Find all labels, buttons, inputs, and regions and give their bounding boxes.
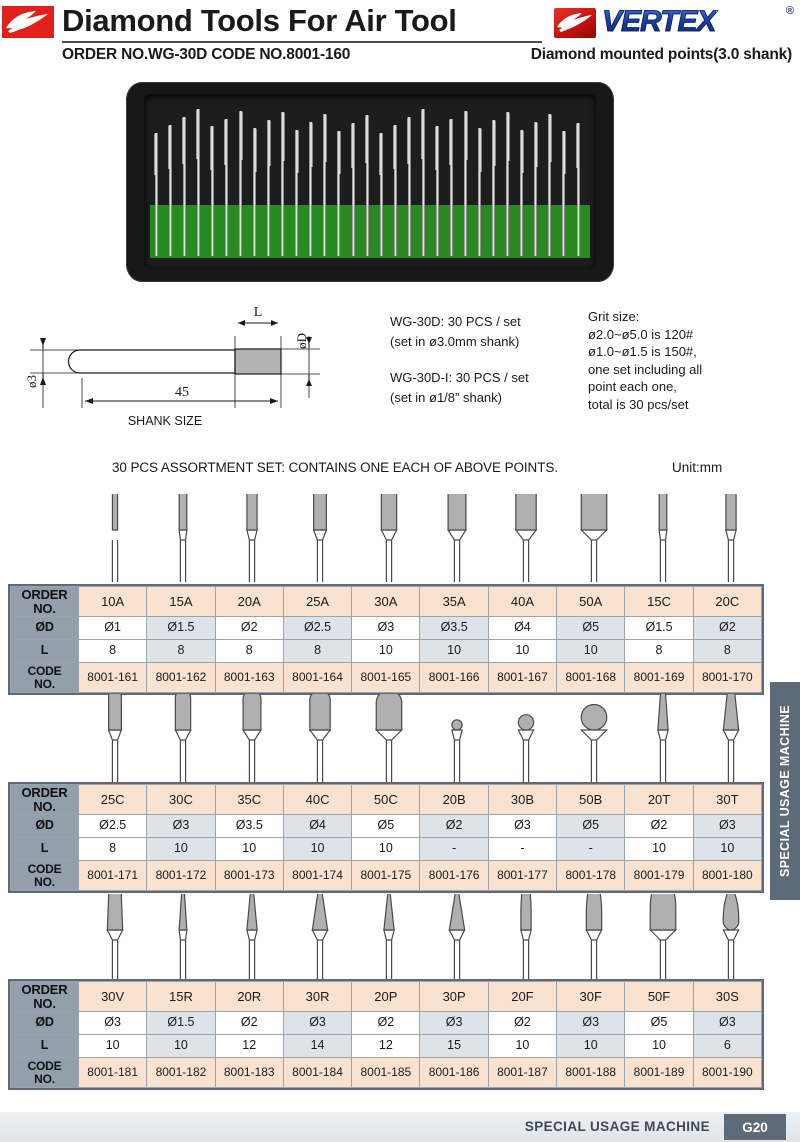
grit-line-1: Grit size: xyxy=(588,309,640,324)
tool-shape-50f xyxy=(625,894,700,982)
unit-note: Unit:mm xyxy=(672,460,723,475)
cell-order-no-30p: 30P xyxy=(420,982,488,1012)
cell-code-no-20a: 8001-163 xyxy=(215,663,283,693)
spec-set-a-line2: (set in ø3.0mm shank) xyxy=(390,334,520,349)
diamond-bit xyxy=(309,122,312,256)
cell-od-20t: Ø2 xyxy=(625,815,693,838)
tool-shape-20a xyxy=(214,494,289,582)
case-interior xyxy=(144,94,596,268)
diamond-bit xyxy=(520,130,523,256)
cell-od-20c: Ø2 xyxy=(693,617,761,640)
diamond-bit xyxy=(295,130,298,256)
cell-od-30b: Ø3 xyxy=(488,815,556,838)
cell-code-no-20r: 8001-183 xyxy=(215,1058,283,1088)
grit-line-3: ø1.0~ø1.5 is 150#, xyxy=(588,344,697,359)
table-row-od xyxy=(11,617,762,640)
bit-tip xyxy=(351,123,355,168)
tool-shape-10a xyxy=(77,494,152,582)
vertex-brand-logo xyxy=(554,4,794,42)
cell-l-30f: 10 xyxy=(557,1035,625,1058)
tool-shape-15r xyxy=(146,894,221,982)
bit-tip xyxy=(323,114,327,162)
shape-row-1 xyxy=(10,494,762,582)
diamond-bit xyxy=(323,114,326,256)
cell-order-no-35c: 35C xyxy=(215,785,283,815)
bit-tip xyxy=(576,123,580,168)
cell-l-50f: 10 xyxy=(625,1035,693,1058)
cell-code-no-30t: 8001-180 xyxy=(693,861,761,891)
bit-tip xyxy=(182,117,186,164)
row-label-order-no: ORDER NO. xyxy=(21,981,68,1011)
row-label-order-no: ORDER NO. xyxy=(21,586,68,616)
tool-shape-15a xyxy=(146,494,221,582)
cell-od-30a: Ø3 xyxy=(352,617,420,640)
cell-od-20p: Ø2 xyxy=(352,1012,420,1035)
bit-tip xyxy=(548,114,552,162)
row-header-cell xyxy=(11,1058,79,1088)
spec-set-b xyxy=(390,368,529,408)
diamond-bit xyxy=(577,123,580,256)
cell-code-no-15r: 8001-182 xyxy=(147,1058,215,1088)
tool-shape-50a xyxy=(557,494,632,582)
bit-tip xyxy=(337,131,341,173)
cell-order-no-25c: 25C xyxy=(79,785,147,815)
cell-od-25a: Ø2.5 xyxy=(283,617,351,640)
table-row-l xyxy=(11,838,762,861)
diamond-bit xyxy=(478,128,481,256)
row-header-cell xyxy=(11,1012,79,1035)
bit-tip xyxy=(168,125,172,170)
bit-tip xyxy=(365,115,369,163)
cell-l-50a: 10 xyxy=(557,640,625,663)
diamond-bit xyxy=(394,125,397,256)
cell-l-25a: 8 xyxy=(283,640,351,663)
dim-label-shank-dia: ø3 xyxy=(24,375,39,388)
page-title: Diamond Tools For Air Tool xyxy=(62,3,457,38)
cell-od-50f: Ø5 xyxy=(625,1012,693,1035)
tool-shape-30t xyxy=(694,694,769,782)
cell-order-no-50c: 50C xyxy=(352,785,420,815)
diamond-bit xyxy=(211,126,214,256)
cell-l-20b: - xyxy=(420,838,488,861)
tool-shape-20t xyxy=(625,694,700,782)
assortment-note: 30 PCS ASSORTMENT SET: CONTAINS ONE EACH OF ABOVE POINTS. xyxy=(112,460,558,475)
cell-od-35c: Ø3.5 xyxy=(215,815,283,838)
table-row-od xyxy=(11,1012,762,1035)
cell-l-20c: 8 xyxy=(693,640,761,663)
table-row-code-no xyxy=(11,861,762,891)
cell-od-25c: Ø2.5 xyxy=(79,815,147,838)
cell-l-35c: 10 xyxy=(215,838,283,861)
cell-l-15r: 10 xyxy=(147,1035,215,1058)
tool-shape-20b xyxy=(420,694,495,782)
bit-tip xyxy=(407,117,411,164)
cell-od-30v: Ø3 xyxy=(79,1012,147,1035)
dim-label-OD: øD xyxy=(294,333,309,349)
tool-shape-30f xyxy=(557,894,632,982)
row-header-cell xyxy=(11,640,79,663)
tool-shape-30v xyxy=(77,894,152,982)
cell-code-no-30a: 8001-165 xyxy=(352,663,420,693)
cell-od-40a: Ø4 xyxy=(488,617,556,640)
cell-l-40a: 10 xyxy=(488,640,556,663)
diamond-bit xyxy=(169,125,172,256)
order-code-line: ORDER NO.WG-30D CODE NO.8001-160 xyxy=(62,46,351,63)
cell-order-no-20c: 20C xyxy=(693,587,761,617)
tool-shape-50b xyxy=(557,694,632,782)
tool-shape-25a xyxy=(283,494,358,582)
tool-shape-20r xyxy=(214,894,289,982)
bit-tip xyxy=(295,130,299,173)
cell-code-no-20b: 8001-176 xyxy=(420,861,488,891)
diamond-bit xyxy=(183,117,186,256)
spec-table-1 xyxy=(10,586,762,693)
cell-order-no-15a: 15A xyxy=(147,587,215,617)
cell-code-no-40c: 8001-174 xyxy=(283,861,351,891)
bit-tip xyxy=(421,109,425,159)
cell-od-30f: Ø3 xyxy=(557,1012,625,1035)
tool-shape-30p xyxy=(420,894,495,982)
diamond-bit xyxy=(352,123,355,256)
diamond-bit xyxy=(534,122,537,256)
cell-od-30p: Ø3 xyxy=(420,1012,488,1035)
bit-tip xyxy=(309,122,313,168)
cell-order-no-20b: 20B xyxy=(420,785,488,815)
table-row-l xyxy=(11,1035,762,1058)
bit-tip xyxy=(196,109,200,159)
cell-od-15c: Ø1.5 xyxy=(625,617,693,640)
cell-l-20r: 12 xyxy=(215,1035,283,1058)
cell-od-30c: Ø3 xyxy=(147,815,215,838)
row-label-l: L xyxy=(40,643,49,658)
tool-shape-30s xyxy=(694,894,769,982)
diamond-bit xyxy=(548,114,551,256)
cell-order-no-15r: 15R xyxy=(147,982,215,1012)
cell-code-no-30c: 8001-172 xyxy=(147,861,215,891)
cell-l-10a: 8 xyxy=(79,640,147,663)
tool-shape-20p xyxy=(351,894,426,982)
row-header-cell xyxy=(11,785,79,815)
tool-shape-30r xyxy=(283,894,358,982)
cell-order-no-15c: 15C xyxy=(625,587,693,617)
side-tab-special-usage-machine xyxy=(770,682,800,900)
spec-set-a-line1: WG-30D: 30 PCS / set xyxy=(390,314,521,329)
table-row-od xyxy=(11,815,762,838)
tool-shape-35a xyxy=(420,494,495,582)
cell-od-50c: Ø5 xyxy=(352,815,420,838)
diamond-bit xyxy=(422,109,425,256)
diamond-bit xyxy=(492,120,495,256)
cell-code-no-20c: 8001-170 xyxy=(693,663,761,693)
row-header-cell xyxy=(11,815,79,838)
bit-tip xyxy=(210,126,214,170)
spec-table-3 xyxy=(10,981,762,1088)
tool-shape-20c xyxy=(694,494,769,582)
row-header-cell xyxy=(11,587,79,617)
tool-shape-40c xyxy=(283,694,358,782)
bit-tip xyxy=(435,126,439,170)
dim-label-L: L xyxy=(253,305,263,320)
row-header-cell xyxy=(11,663,79,693)
table-row-code-no xyxy=(11,663,762,693)
cell-od-20f: Ø2 xyxy=(488,1012,556,1035)
cell-order-no-20p: 20P xyxy=(352,982,420,1012)
row-label-od: ØD xyxy=(35,818,54,833)
tool-shape-30b xyxy=(488,694,563,782)
diamond-bit xyxy=(337,131,340,256)
grit-line-4: one set including all xyxy=(588,361,703,377)
tool-shape-30a xyxy=(351,494,426,582)
eagle-logo-icon xyxy=(2,6,54,38)
page-number-badge: G20 xyxy=(724,1114,786,1140)
tool-shape-25c xyxy=(77,694,152,782)
cell-order-no-30c: 30C xyxy=(147,785,215,815)
tool-shape-30c xyxy=(146,694,221,782)
dim-label-length: 45 xyxy=(175,385,189,400)
cell-l-30v: 10 xyxy=(79,1035,147,1058)
diamond-bit xyxy=(239,111,242,256)
cell-code-no-30s: 8001-190 xyxy=(693,1058,761,1088)
cell-code-no-50b: 8001-178 xyxy=(557,861,625,891)
cell-l-50b: - xyxy=(557,838,625,861)
row-label-od: ØD xyxy=(35,1015,54,1030)
cell-order-no-20a: 20A xyxy=(215,587,283,617)
diamond-bit xyxy=(562,131,565,256)
cell-od-35a: Ø3.5 xyxy=(420,617,488,640)
diamond-bit xyxy=(281,112,284,256)
bit-tip xyxy=(239,111,243,160)
diamond-bit xyxy=(450,119,453,256)
cell-l-20f: 10 xyxy=(488,1035,556,1058)
vertex-wordmark: VERTEX xyxy=(602,5,716,38)
table-row-code-no xyxy=(11,1058,762,1088)
cell-order-no-30f: 30F xyxy=(557,982,625,1012)
row-label-l: L xyxy=(40,1038,49,1053)
spec-set-a xyxy=(390,312,521,352)
cell-l-20t: 10 xyxy=(625,838,693,861)
diamond-bit xyxy=(197,109,200,256)
bit-tip xyxy=(154,133,158,175)
product-photo xyxy=(122,78,618,286)
cell-order-no-30t: 30T xyxy=(693,785,761,815)
cell-l-30p: 15 xyxy=(420,1035,488,1058)
cell-order-no-35a: 35A xyxy=(420,587,488,617)
spec-table-2 xyxy=(10,784,762,891)
row-label-l: L xyxy=(40,841,49,856)
diamond-bit xyxy=(267,120,270,256)
cell-od-15a: Ø1.5 xyxy=(147,617,215,640)
cell-l-30a: 10 xyxy=(352,640,420,663)
row-header-cell xyxy=(11,838,79,861)
table-row-order-no xyxy=(11,587,762,617)
header-subtitle: Diamond mounted points(3.0 shank) xyxy=(530,46,792,63)
cell-order-no-30a: 30A xyxy=(352,587,420,617)
cell-order-no-30r: 30R xyxy=(283,982,351,1012)
footer-section-label: SPECIAL USAGE MACHINE xyxy=(524,1119,710,1134)
row-header-cell xyxy=(11,982,79,1012)
shape-row-2 xyxy=(10,694,762,782)
row-label-od: ØD xyxy=(35,620,54,635)
cell-od-20a: Ø2 xyxy=(215,617,283,640)
cell-od-20r: Ø2 xyxy=(215,1012,283,1035)
cell-code-no-35c: 8001-173 xyxy=(215,861,283,891)
cell-order-no-30s: 30S xyxy=(693,982,761,1012)
bit-tip xyxy=(393,125,397,170)
cell-code-no-30v: 8001-181 xyxy=(79,1058,147,1088)
cell-code-no-25c: 8001-171 xyxy=(79,861,147,891)
cell-l-30s: 6 xyxy=(693,1035,761,1058)
diamond-bit xyxy=(436,126,439,256)
cell-l-20a: 8 xyxy=(215,640,283,663)
grit-line-6: total is 30 pcs/set xyxy=(588,396,689,412)
cell-order-no-40a: 40A xyxy=(488,587,556,617)
tool-shape-35c xyxy=(214,694,289,782)
table-row-order-no xyxy=(11,785,762,815)
spec-set-b-line1: WG-30D-I: 30 PCS / set xyxy=(390,370,529,385)
cell-order-no-25a: 25A xyxy=(283,587,351,617)
bit-tip xyxy=(449,119,453,166)
cell-order-no-10a: 10A xyxy=(79,587,147,617)
cell-order-no-30v: 30V xyxy=(79,982,147,1012)
table-row-l xyxy=(11,640,762,663)
cell-l-30t: 10 xyxy=(693,838,761,861)
bit-tip xyxy=(478,128,482,172)
cell-code-no-30r: 8001-184 xyxy=(283,1058,351,1088)
cell-code-no-50f: 8001-189 xyxy=(625,1058,693,1088)
cell-order-no-50a: 50A xyxy=(557,587,625,617)
cell-od-30s: Ø3 xyxy=(693,1012,761,1035)
vertex-eagle-icon xyxy=(554,8,596,38)
bit-tip xyxy=(534,122,538,168)
cell-code-no-40a: 8001-167 xyxy=(488,663,556,693)
diamond-bit xyxy=(366,115,369,256)
row-header-cell xyxy=(11,1035,79,1058)
bit-tip xyxy=(379,133,383,175)
cell-code-no-15c: 8001-169 xyxy=(625,663,693,693)
cell-od-15r: Ø1.5 xyxy=(147,1012,215,1035)
tool-shape-40a xyxy=(488,494,563,582)
cell-od-30r: Ø3 xyxy=(283,1012,351,1035)
row-header-cell xyxy=(11,617,79,640)
diamond-bit xyxy=(253,128,256,256)
cell-l-30b: - xyxy=(488,838,556,861)
cell-l-25c: 8 xyxy=(79,838,147,861)
spec-set-b-line2: (set in ø1/8” shank) xyxy=(390,390,502,405)
cell-l-15c: 8 xyxy=(625,640,693,663)
tool-shape-20f xyxy=(488,894,563,982)
cell-l-15a: 8 xyxy=(147,640,215,663)
cell-code-no-20p: 8001-185 xyxy=(352,1058,420,1088)
bit-tip xyxy=(281,112,285,161)
cell-order-no-20r: 20R xyxy=(215,982,283,1012)
cell-code-no-35a: 8001-166 xyxy=(420,663,488,693)
grit-line-2: ø2.0~ø5.0 is 120# xyxy=(588,326,694,342)
diamond-bit xyxy=(380,133,383,256)
bit-tip xyxy=(562,131,566,173)
cell-od-50a: Ø5 xyxy=(557,617,625,640)
diamond-bit xyxy=(464,111,467,256)
row-label-code-no: CODE NO. xyxy=(27,1058,62,1086)
diamond-bit xyxy=(408,117,411,256)
cell-order-no-50b: 50B xyxy=(557,785,625,815)
row-header-cell xyxy=(11,861,79,891)
cell-order-no-30b: 30B xyxy=(488,785,556,815)
cell-od-50b: Ø5 xyxy=(557,815,625,838)
cell-od-30t: Ø3 xyxy=(693,815,761,838)
cell-code-no-25a: 8001-164 xyxy=(283,663,351,693)
cell-od-20b: Ø2 xyxy=(420,815,488,838)
page-header xyxy=(0,0,800,68)
table-row-order-no xyxy=(11,982,762,1012)
page-footer xyxy=(0,1112,800,1142)
diamond-bit xyxy=(506,112,509,256)
bit-tip xyxy=(267,120,271,166)
cell-l-20p: 12 xyxy=(352,1035,420,1058)
cell-order-no-20t: 20T xyxy=(625,785,693,815)
diamond-bit xyxy=(155,133,158,256)
bit-tip xyxy=(464,111,468,160)
grit-line-5: point each one, xyxy=(588,379,677,394)
drawing-caption: SHANK SIZE xyxy=(127,414,203,428)
cell-l-35a: 10 xyxy=(420,640,488,663)
cell-code-no-10a: 8001-161 xyxy=(79,663,147,693)
shape-row-3 xyxy=(10,894,762,982)
bit-tip xyxy=(224,119,228,166)
cell-l-30r: 14 xyxy=(283,1035,351,1058)
cell-code-no-50a: 8001-168 xyxy=(557,663,625,693)
cell-code-no-30p: 8001-186 xyxy=(420,1058,488,1088)
cell-od-10a: Ø1 xyxy=(79,617,147,640)
cell-code-no-30b: 8001-177 xyxy=(488,861,556,891)
diamond-bits-array xyxy=(152,100,588,258)
row-label-code-no: CODE NO. xyxy=(27,663,62,691)
registered-mark: ® xyxy=(785,5,794,17)
cell-code-no-20f: 8001-187 xyxy=(488,1058,556,1088)
cell-order-no-50f: 50F xyxy=(625,982,693,1012)
bit-tip xyxy=(520,130,524,173)
cell-order-no-40c: 40C xyxy=(283,785,351,815)
grit-size-note xyxy=(588,308,702,413)
storage-case xyxy=(126,82,614,282)
cell-code-no-50c: 8001-175 xyxy=(352,861,420,891)
cell-code-no-20t: 8001-179 xyxy=(625,861,693,891)
bit-tip xyxy=(506,112,510,161)
cell-code-no-30f: 8001-188 xyxy=(557,1058,625,1088)
diamond-bit xyxy=(225,119,228,256)
cell-l-30c: 10 xyxy=(147,838,215,861)
cell-l-50c: 10 xyxy=(352,838,420,861)
cell-order-no-20f: 20F xyxy=(488,982,556,1012)
bit-tip xyxy=(492,120,496,166)
cell-l-40c: 10 xyxy=(283,838,351,861)
tool-shape-50c xyxy=(351,694,426,782)
title-divider xyxy=(62,41,542,43)
bit-tip xyxy=(253,128,257,172)
row-label-code-no: CODE NO. xyxy=(27,861,62,889)
tool-shape-15c xyxy=(625,494,700,582)
row-label-order-no: ORDER NO. xyxy=(21,784,68,814)
cell-code-no-15a: 8001-162 xyxy=(147,663,215,693)
side-tab-label: SPECIAL USAGE MACHINE xyxy=(778,704,792,878)
cell-od-40c: Ø4 xyxy=(283,815,351,838)
